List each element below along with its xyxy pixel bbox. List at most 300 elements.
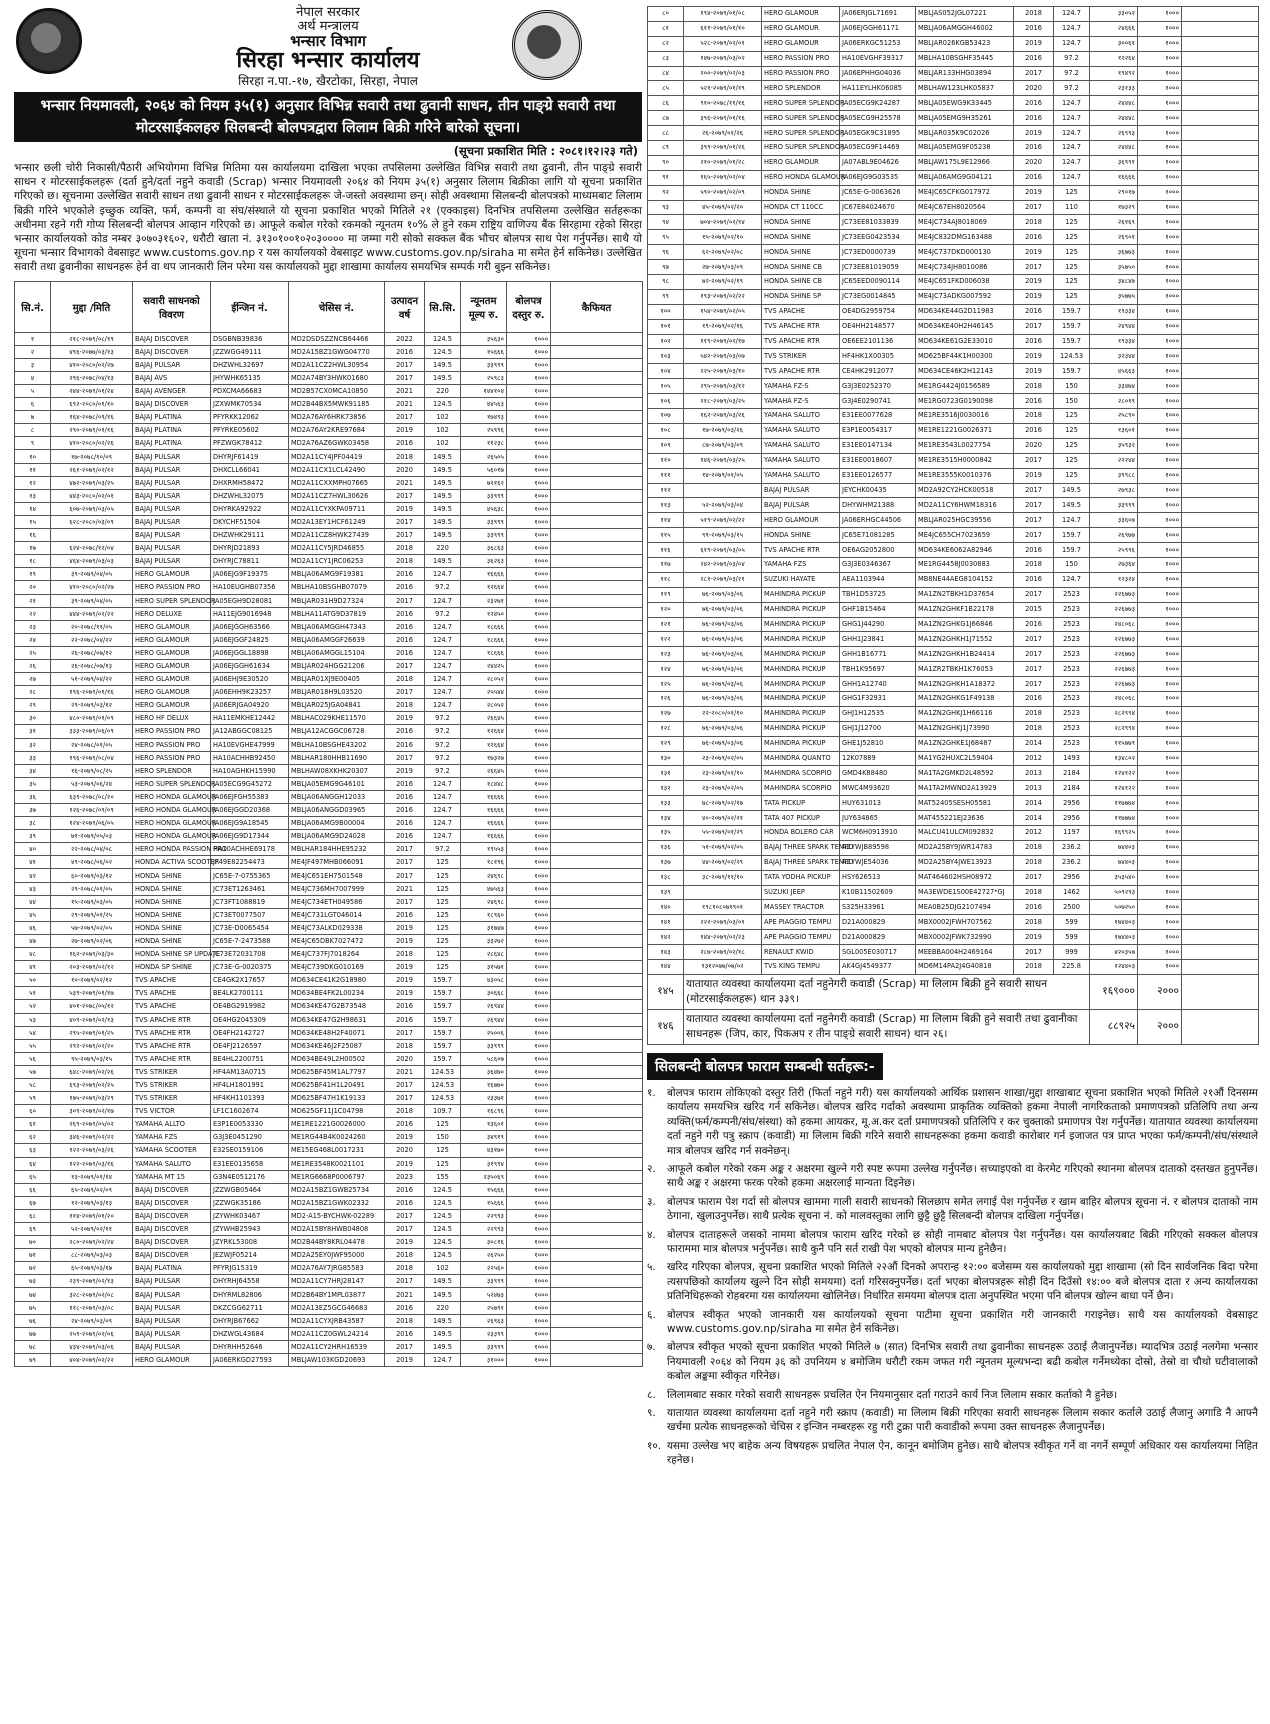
table-cell: १००० [507, 699, 551, 712]
table-cell: १००० [507, 934, 551, 947]
table-cell: MBLJA06ANGGH12033 [289, 790, 385, 803]
remarks-cell [551, 699, 643, 712]
table-cell: 2013 [1014, 781, 1054, 796]
table-cell: JZYRKL53008 [211, 1236, 289, 1249]
table-row [15, 1275, 643, 1288]
table-cell: HA10ACHHE69178 [211, 843, 289, 856]
table-cell: १८६६६ [461, 646, 507, 659]
table-cell: ३१७४७ [461, 921, 507, 934]
condition-item [647, 1439, 1258, 1468]
table-cell: १००० [507, 371, 551, 384]
table-cell: १००० [1138, 572, 1182, 587]
table-cell: ३४ [15, 764, 51, 777]
table-cell: MD2B64BY1MPL03877 [289, 1288, 385, 1301]
table-cell: ३५७५० [1090, 260, 1138, 275]
table-cell: 2016 [385, 581, 425, 594]
table-cell: १३-२०७९/०१/१४ [51, 1170, 133, 1183]
table-cell: 124.7 [1054, 513, 1090, 528]
table-cell: ५२-२०७९/०३/०४ [684, 498, 762, 513]
table-row [648, 289, 1259, 304]
table-cell: ६७ [15, 1196, 51, 1209]
table-row [15, 463, 643, 476]
table-cell: D21A000829 [840, 915, 916, 930]
table-row [648, 170, 1259, 185]
table-row [648, 141, 1259, 156]
table-cell: 2016 [385, 804, 425, 817]
table-cell: १४४-२०७९/०२/२३ [684, 930, 762, 945]
table-cell: JA06EJGGD20368 [211, 804, 289, 817]
remarks-cell [1182, 825, 1259, 840]
table-cell: MEEBBA004H2469164 [916, 945, 1014, 960]
table-cell: 149.5 [425, 1288, 461, 1301]
table-cell: HONDA CT 110CC [762, 200, 840, 215]
remarks-cell [1182, 647, 1259, 662]
table-cell: ३८ [15, 817, 51, 830]
table-cell: २४८०६८ [1090, 617, 1138, 632]
table-cell: 124.7 [425, 1353, 461, 1366]
table-row [648, 543, 1259, 558]
table-row [648, 438, 1259, 453]
table-cell: 2016 [385, 1301, 425, 1314]
table-cell: MD634KE40H2H46145 [916, 319, 1014, 334]
remarks-cell [551, 948, 643, 961]
table-row [15, 1052, 643, 1065]
table-cell: १००० [507, 1052, 551, 1065]
table-cell: ३७ [15, 804, 51, 817]
table-cell: HERO GLAMOUR [133, 686, 211, 699]
table-row [648, 662, 1259, 677]
table-cell: १००० [507, 385, 551, 398]
remarks-cell [1182, 215, 1259, 230]
table-cell: ३५३५४० [1090, 870, 1138, 885]
table-cell: २५९९६ [461, 424, 507, 437]
table-cell: २६९-२०७९/०५/०२ [51, 1118, 133, 1131]
table-cell: DKZCGG62711 [211, 1301, 289, 1314]
table-cell: PFYRJG15319 [211, 1262, 289, 1275]
table-cell: 2017 [385, 1078, 425, 1091]
table-cell: 149.5 [425, 1275, 461, 1288]
table-cell: १००० [507, 948, 551, 961]
remarks-cell [1182, 289, 1259, 304]
table-cell: 2016 [385, 817, 425, 830]
table-cell: १००० [1138, 468, 1182, 483]
table-cell: 124.53 [425, 1078, 461, 1091]
table-cell: १००० [507, 515, 551, 528]
table-cell: MBLJAW175L9E12966 [916, 155, 1014, 170]
table-cell: MA1ZN2GHKH1B24414 [916, 647, 1014, 662]
table-cell: JA06EJFGH55383 [211, 790, 289, 803]
table-cell: १००० [1138, 751, 1182, 766]
table-cell: ME4JC832DMG163488 [916, 230, 1014, 245]
table-cell: १००० [1138, 7, 1182, 22]
table-cell: १००० [507, 542, 551, 555]
table-cell: १४४ [648, 960, 684, 975]
summary-cell: २००० [1138, 974, 1182, 1009]
table-cell: ३९-२०७९/०४/०५ [51, 568, 133, 581]
condition-item [647, 1195, 1258, 1224]
table-cell: JA06ERJGA04920 [211, 699, 289, 712]
table-cell: 2019 [1014, 930, 1054, 945]
table-cell: 124.7 [425, 777, 461, 790]
table-cell: MD634KE47G2B73548 [289, 1000, 385, 1013]
table-cell: १६६६६ [461, 830, 507, 843]
table-cell: 124.5 [425, 398, 461, 411]
table-cell: BAJAJ PULSAR [133, 450, 211, 463]
table-cell: ME1RG0723G0190098 [916, 394, 1014, 409]
table-cell: १५६६६ [461, 345, 507, 358]
table-cell: ME1RG4424J0156589 [916, 379, 1014, 394]
table-cell: DHXRMH58472 [211, 476, 289, 489]
table-cell: JZZWGB05464 [211, 1183, 289, 1196]
table-cell: MBLHA11ATG9D37819 [289, 607, 385, 620]
remarks-cell [551, 1353, 643, 1366]
table-cell: JC73ET1263461 [211, 882, 289, 895]
table-cell: १००० [507, 1105, 551, 1118]
table-cell: १३ [15, 489, 51, 502]
table-cell: 2016 [1014, 230, 1054, 245]
table-row [648, 691, 1259, 706]
table-cell: MD634CE46K2H12143 [916, 364, 1014, 379]
table-cell: MD2DSDSZZNCB64466 [289, 332, 385, 345]
table-cell: DKYCHF51504 [211, 515, 289, 528]
table-cell: २४२-२०७९/०३/०४ [684, 557, 762, 572]
table-cell: 599 [1054, 915, 1090, 930]
table-cell: DHYRJC78811 [211, 555, 289, 568]
table-cell: JA06EJG9F19375 [211, 568, 289, 581]
table-cell: ९३ [648, 200, 684, 215]
table-row [15, 515, 643, 528]
table-row [648, 126, 1259, 141]
table-cell: 2016 [385, 725, 425, 738]
table-row [648, 825, 1259, 840]
remarks-cell [1182, 557, 1259, 572]
table-cell: ME4JC737DKD000130 [916, 245, 1014, 260]
table-cell: HERO DELUXE [133, 607, 211, 620]
table-cell: MD2A76AY6HRK73856 [289, 411, 385, 424]
table-cell: 124.53 [425, 1065, 461, 1078]
table-cell: ३ [15, 358, 51, 371]
table-cell: १००० [507, 764, 551, 777]
table-cell: १२६६४ [461, 581, 507, 594]
table-cell: 124.53 [425, 1092, 461, 1105]
table-cell: PFZWGK78412 [211, 437, 289, 450]
table-cell: ६९३-२०७९/०२/२५ [51, 1078, 133, 1091]
table-cell: ME4JC65DBK7027472 [289, 934, 385, 947]
remarks-cell [551, 594, 643, 607]
table-cell: २६९०१ [1090, 230, 1138, 245]
table-cell: ७६-२०७९/०३/०६ [684, 691, 762, 706]
table-cell: १००० [507, 633, 551, 646]
table-cell: OE4DG2959754 [840, 304, 916, 319]
table-cell: ४४ [15, 895, 51, 908]
table-cell: 2017 [1014, 260, 1054, 275]
table-cell: BAJAJ PULSAR [133, 1314, 211, 1327]
table-cell: 124.53 [1054, 349, 1090, 364]
table-cell: 2016 [385, 1013, 425, 1026]
table-cell: PDXCMA66683 [211, 385, 289, 398]
table-cell: HERO HONDA GLAMOUR [133, 790, 211, 803]
table-cell: 2017 [385, 751, 425, 764]
table-cell: BAJAJ PULSAR [133, 358, 211, 371]
table-cell: १९६-२०७९/०८/०४ [51, 751, 133, 764]
table-cell: MAHINDRA PICKUP [762, 706, 840, 721]
table-row [15, 1236, 643, 1249]
table-cell: २१०-२०७९/०१/२८ [684, 155, 762, 170]
condition-text: बोलपत्र स्वीकृत भएको जानकारी यस कार्यालयको सूचना पाटीमा सूचना प्रकाशित गरी जानकारी गराइनेछ। साथै यस कार्यालयको वेबसाइट www.customs.gov.np/siraha मा समेत हेर्न सकिनेछ। [667, 1308, 1258, 1335]
table-cell: JZYWHB25943 [211, 1223, 289, 1236]
table-cell: 2017 [385, 843, 425, 856]
remarks-cell [551, 515, 643, 528]
table-cell: २३१३३ [1090, 81, 1138, 96]
table-cell: ME1RE3515H0000842 [916, 453, 1014, 468]
table-cell: MD634CE41K2G18980 [289, 974, 385, 987]
table-cell: १००० [507, 398, 551, 411]
table-cell: HERO PASSION PRO [133, 725, 211, 738]
table-cell: HERO HF DELUX [133, 712, 211, 725]
table-cell: १३४ [648, 811, 684, 826]
table-cell: ६३ [15, 1144, 51, 1157]
table-cell: MAHINDRA PICKUP [762, 677, 840, 692]
table-row [15, 974, 643, 987]
table-cell: 149.5 [425, 555, 461, 568]
table-cell: SUZUKI JEEP [762, 885, 840, 900]
table-cell: G3J3E0252370 [840, 379, 916, 394]
remarks-cell [551, 961, 643, 974]
table-cell: ३३४७४ [1090, 379, 1138, 394]
table-cell: BAJAJ PULSAR [133, 476, 211, 489]
table-cell: MBLJAW103KGD20693 [289, 1353, 385, 1366]
table-cell: BAJAJ PULSAR [133, 1275, 211, 1288]
table-row [648, 230, 1259, 245]
table-cell: 2019 [385, 502, 425, 515]
table-cell: MBLHA10BSGHB07079 [289, 581, 385, 594]
table-cell: १००० [507, 581, 551, 594]
table-cell: १६६६६ [1090, 170, 1138, 185]
remarks-cell [551, 358, 643, 371]
table-cell: १४१ [648, 915, 684, 930]
table-cell: 2523 [1054, 736, 1090, 751]
table-cell: BAJAJ PULSAR [133, 1301, 211, 1314]
remarks-cell [1182, 185, 1259, 200]
table-cell: 2022 [385, 332, 425, 345]
table-row [15, 1092, 643, 1105]
table-cell: १००० [1138, 379, 1182, 394]
table-cell: DHYRJD21893 [211, 542, 289, 555]
table-cell: JEZWJF05214 [211, 1249, 289, 1262]
table-cell: १२४-२०७९/०६/०५ [51, 817, 133, 830]
table-cell: MAHINDRA QUANTO [762, 751, 840, 766]
table-cell: ३५७७५ [1090, 289, 1138, 304]
table-cell: GHJ1H12535 [840, 706, 916, 721]
table-row [15, 1065, 643, 1078]
table-cell: JZZWGK35186 [211, 1196, 289, 1209]
table-cell: 124.7 [425, 790, 461, 803]
table-cell: १००० [1138, 513, 1182, 528]
table-cell: ME1RE3548K0021101 [289, 1157, 385, 1170]
table-cell: 2018 [1014, 721, 1054, 736]
remarks-cell [1182, 364, 1259, 379]
table-cell: १००० [507, 1000, 551, 1013]
table-cell: 2017 [385, 1340, 425, 1353]
table-cell: ४४५६३ [461, 398, 507, 411]
table-cell: 2956 [1054, 870, 1090, 885]
table-cell: MBLHAW123LHK05837 [916, 81, 1014, 96]
summary-cell: यातायात व्यवस्था कार्यालयमा दर्ता नहुनेगरी कवाडी (Scrap) मा लिलाम बिक्री हुने सवारी साधन (मोटरसाईकलहरू) थान ३३९। [684, 974, 1090, 1009]
table-row [15, 712, 643, 725]
table-cell: २७९३८ [1090, 483, 1138, 498]
table-row [648, 453, 1259, 468]
table-cell: १००० [1138, 215, 1182, 230]
table-cell: २९-२०७९/०१/२५ [51, 908, 133, 921]
table-cell: ६२-२०७९/०२/०८ [684, 245, 762, 260]
table-cell: २७-२०७९/०३/०९ [684, 260, 762, 275]
table-cell: DHZWHL32697 [211, 358, 289, 371]
table-cell: HERO GLAMOUR [762, 21, 840, 36]
remarks-cell [1182, 423, 1259, 438]
table-cell: १६६६६ [461, 804, 507, 817]
table-cell: १००० [1138, 36, 1182, 51]
table-cell: HF4AM13A0715 [211, 1065, 289, 1078]
table-cell: BAJAJ PULSAR [133, 542, 211, 555]
remarks-cell [1182, 706, 1259, 721]
notice-intro: भन्सार छली चोरी निकासी/पैठारी अभियोगमा विभिन्न मितिमा यस कार्यालयमा दाखिला भएका तपसिलमा उल्लेखित विभिन्न सवारी तथा ढुवानी, तीन पाङ्ग्रे सवारी साधन र मोटरसाईकलहरू (दर्ता हुने/दर्ता नहुने कवाडी (Scrap) भन्सार नियमावली २०६४ को नियम ३५(१) अनुसार लिलाम बिक्रीका लागि यो सूचना प्रकाशित गरिएको छ। सूचनामा उल्लेखित सवारी साधन तथा ढुवानी साधन र मोटरसाईकलहरू जे-जस्तो अवस्थामा छन्। सोही अवस्थामा सिलबन्दी बोलपत्रको माध्यमबाट लिलाम बिक्री गरिने भएकोले इच्छुक व्यक्ति, फर्म, कम्पनी वा संघ/संस्थाले यो सूचना प्रकाशित भएको मितिले २१ (एक्काइस) दिनभित्र तपसिलमा उल्लेखित सर्तहरूका अधीनमा रहने गरी गोप्य सिलबन्दी बोलपत्र आव्हान गरिएको छ। आफूले कबोल गरेको रकमको न्यूनतम १०% ले हुने रकम राष्ट्रिय वाणिज्य बैंक सिरहामा रहेको सिरहा भन्सार कार्यालयको कोड नम्बर ३०७०३१६०२, धरौटी खाता नं. ३१३०१००१०२०३०००० मा जम्मा गरी सोको सक्कल बैंक भौचर बोलपत्र साथ पेश गर्नुपर्नेछ। साथै यो सूचना भन्सार विभागको वेबसाइट www.customs.gov.np र यस कार्यालयको वेबसाइट www.customs.gov.np/siraha मा समेत हेर्न सकिनेछ। उल्लेखित सवारी तथा ढुवानीका साधनहरू हेर्न वा थप जानकारी लिन परेमा यस कार्यालयको मुद्दा शाखामा कार्यालय समयभित्र सम्पर्क गरी बुझ्न सकिनेछ। [14, 162, 642, 274]
conditions-heading: सिलबन्दी बोलपत्र फाराम सम्बन्धी सर्तहरू:- [647, 1053, 883, 1080]
table-row [15, 476, 643, 489]
table-cell: १३३ [648, 796, 684, 811]
table-cell: १२४१२२ [1090, 781, 1138, 796]
table-cell: ४९ [15, 961, 51, 974]
table-cell: ५ [15, 385, 51, 398]
table-cell: 2013 [1014, 766, 1054, 781]
table-cell: १००० [507, 1065, 551, 1078]
customs-logo-icon [512, 10, 582, 80]
table-row [15, 633, 643, 646]
table-cell: १९५५३ [461, 843, 507, 856]
table-cell: ५०७२५० [1090, 900, 1138, 915]
table-cell: HERO SUPER SPLENDOR [762, 111, 840, 126]
table-cell: २९ [15, 699, 51, 712]
table-cell: 124.7 [425, 699, 461, 712]
table-cell: १००० [1138, 915, 1182, 930]
table-cell: BAJAJ PULSAR [133, 555, 211, 568]
table-cell: ४२०३५७ [1090, 945, 1138, 960]
table-cell: 1493 [1054, 751, 1090, 766]
remarks-cell [1182, 677, 1259, 692]
table-cell: HERO GLAMOUR [133, 568, 211, 581]
table-cell: 2018 [385, 1105, 425, 1118]
table-cell: १००० [1138, 840, 1182, 855]
office-address: सिरहा न.पा.-१७, खैरटोका, सिरहा, नेपाल [238, 74, 418, 88]
remarks-cell [551, 659, 643, 672]
table-cell: 2956 [1054, 796, 1090, 811]
table-cell: ११३ [648, 498, 684, 513]
table-cell: BAJAJ AVENGER [133, 385, 211, 398]
table-cell: ३९६-२०७९/०१/१६ [684, 111, 762, 126]
table-cell: MBLJAR01XJ9E00405 [289, 673, 385, 686]
table-cell: MBLJA06AMG9F19381 [289, 568, 385, 581]
table-cell: ५२४७३ [461, 1288, 507, 1301]
table-cell: 2017 [385, 1275, 425, 1288]
table-cell: २६६४५ [461, 764, 507, 777]
remarks-cell [551, 476, 643, 489]
remarks-cell [551, 1196, 643, 1209]
table-cell: TVS APACHE [133, 974, 211, 987]
table-cell: ९० [648, 155, 684, 170]
table-cell: ११६ [648, 543, 684, 558]
table-cell: ८८ [648, 126, 684, 141]
table-cell: ७४ [15, 1288, 51, 1301]
table-cell: 150 [1054, 394, 1090, 409]
table-cell: 159.7 [1054, 334, 1090, 349]
table-cell: MBLJAR025HGC39556 [916, 513, 1014, 528]
remarks-cell [1182, 617, 1259, 632]
table-row [15, 646, 643, 659]
table-cell: १००० [507, 620, 551, 633]
table-cell: २२६७७३ [1090, 587, 1138, 602]
table-row [648, 483, 1259, 498]
table-cell: २९५-२०७९/०१/२५ [51, 1026, 133, 1039]
table-cell: २४४४८ [1090, 141, 1138, 156]
table-cell: ३३३-२०७९/०६/०९ [51, 725, 133, 738]
table-cell: ११२ [648, 483, 684, 498]
table-cell: ४० [15, 843, 51, 856]
table-cell: १४-२०७९/०१/०५ [684, 468, 762, 483]
table-cell: 2016 [385, 345, 425, 358]
table-cell: १००० [1138, 334, 1182, 349]
remarks-cell [551, 424, 643, 437]
table-row [648, 602, 1259, 617]
table-cell: JC73E72031708 [211, 948, 289, 961]
table-cell: 2017 [1014, 528, 1054, 543]
table-cell: १००० [1138, 855, 1182, 870]
table-cell: 2017 [1014, 483, 1054, 498]
table-cell: 110 [1054, 200, 1090, 215]
table-cell: 150 [1054, 379, 1090, 394]
table-cell: HONDA SHINE [762, 245, 840, 260]
table-cell: 149.5 [425, 371, 461, 384]
table-row [648, 349, 1259, 364]
table-cell: २६९९३ [1090, 126, 1138, 141]
table-cell: 2018 [385, 555, 425, 568]
table-row [15, 594, 643, 607]
table-cell: ४१०-२०८०/०२/२७ [51, 581, 133, 594]
table-cell: १००० [1138, 394, 1182, 409]
remarks-cell [551, 1327, 643, 1340]
table-cell: १००० [1138, 825, 1182, 840]
table-row [648, 111, 1259, 126]
remarks-cell [551, 620, 643, 633]
table-cell: १००० [1138, 960, 1182, 975]
table-cell: ११४-२०७९/०१/२० [51, 1209, 133, 1222]
remarks-cell [1182, 319, 1259, 334]
table-cell: MD2A15BZ1GWB25734 [289, 1183, 385, 1196]
table-cell: ६ [15, 398, 51, 411]
table-cell: १००० [1138, 677, 1182, 692]
remarks-cell [551, 712, 643, 725]
table-cell: १७४४०३ [1090, 930, 1138, 945]
table-cell: HERO PASSION PRO [762, 51, 840, 66]
table-cell: 124.7 [425, 804, 461, 817]
table-cell: ३३९९९ [461, 1340, 507, 1353]
table-cell: १००० [507, 1314, 551, 1327]
table-cell: ११७ [648, 557, 684, 572]
table-row [15, 1249, 643, 1262]
table-cell: MBLJA06AMG9G04121 [916, 170, 1014, 185]
remarks-cell [551, 790, 643, 803]
table-cell: १००० [507, 908, 551, 921]
table-row [15, 790, 643, 803]
remarks-cell [1182, 483, 1259, 498]
